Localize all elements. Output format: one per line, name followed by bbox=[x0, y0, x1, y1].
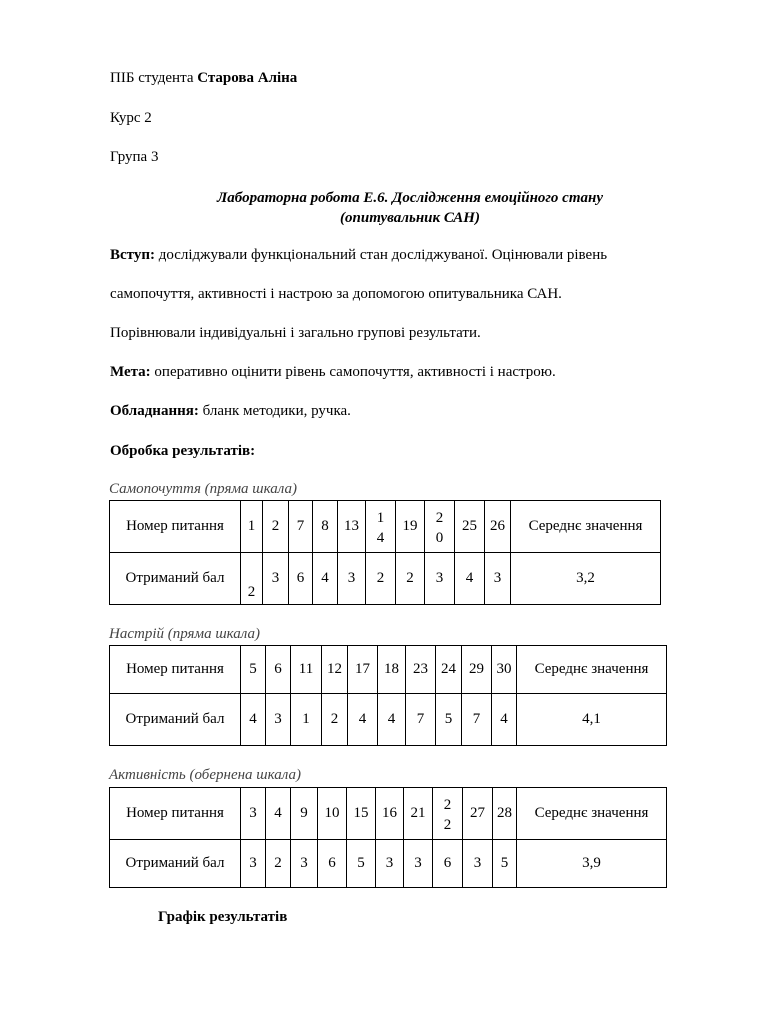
goal-text: оперативно оцінити рівень самопочуття, активності і настрою. bbox=[154, 364, 556, 380]
question-cell: 13 bbox=[338, 501, 366, 553]
average-value: 4,1 bbox=[517, 694, 667, 746]
table-caption-nastrii: Настрій (пряма шкала) bbox=[109, 626, 261, 642]
question-cell: 20 bbox=[425, 501, 455, 553]
score-cell: 6 bbox=[433, 840, 463, 888]
average-value: 3,2 bbox=[511, 553, 661, 605]
score-cell: 4 bbox=[313, 553, 338, 605]
score-cell: 5 bbox=[436, 694, 462, 746]
question-cell: 25 bbox=[455, 501, 485, 553]
equipment-line bbox=[110, 403, 351, 420]
table-row bbox=[110, 646, 667, 694]
question-cell: 27 bbox=[463, 788, 493, 840]
score-cell: 5 bbox=[493, 840, 517, 888]
question-cell: 30 bbox=[492, 646, 517, 694]
student-label: ПІБ студента bbox=[110, 70, 194, 86]
score-cell: 4 bbox=[455, 553, 485, 605]
table-row bbox=[110, 694, 667, 746]
group-line: Група 3 bbox=[110, 149, 159, 165]
score-cell: 3 bbox=[291, 840, 318, 888]
score-cell: 3 bbox=[376, 840, 404, 888]
question-cell: 7 bbox=[289, 501, 313, 553]
score-cell: 5 bbox=[347, 840, 376, 888]
intro-label: Вступ: bbox=[110, 247, 155, 263]
score-cell: 7 bbox=[462, 694, 492, 746]
table-nastrii bbox=[109, 645, 667, 746]
question-cell: 11 bbox=[291, 646, 322, 694]
question-cell: 24 bbox=[436, 646, 462, 694]
question-cell: 1 bbox=[241, 501, 263, 553]
equipment-text: бланк методики, ручка. bbox=[202, 403, 351, 419]
question-cell: 15 bbox=[347, 788, 376, 840]
intro-line-1 bbox=[110, 247, 607, 264]
table-caption-aktyvnist: Активність (обернена шкала) bbox=[109, 767, 301, 783]
score-cell: 3 bbox=[463, 840, 493, 888]
avg-label: Середнє значення bbox=[517, 646, 667, 694]
score-cell: 2 bbox=[266, 840, 291, 888]
intro-line-3: Порівнювали індивідуальні і загально групові результати. bbox=[110, 325, 481, 341]
score-cell: 1 bbox=[291, 694, 322, 746]
lab-title-line1: Лабораторна робота Е.6. Дослідження емоційного стану bbox=[216, 190, 603, 206]
question-cell: 4 bbox=[266, 788, 291, 840]
question-cell: 17 bbox=[348, 646, 378, 694]
score-cell: 3 bbox=[485, 553, 511, 605]
row-label-question: Номер питання bbox=[110, 501, 241, 553]
avg-label: Середнє значення bbox=[511, 501, 661, 553]
score-cell: 4 bbox=[492, 694, 517, 746]
row-label-question: Номер питання bbox=[110, 646, 241, 694]
question-cell: 2 bbox=[263, 501, 289, 553]
goal-line bbox=[110, 364, 556, 381]
score-cell: 4 bbox=[348, 694, 378, 746]
score-cell: 3 bbox=[338, 553, 366, 605]
question-cell: 6 bbox=[266, 646, 291, 694]
intro-text-1: досліджували функціональний стан досліджуваної. Оцінювали рівень bbox=[158, 247, 608, 263]
question-cell: 29 bbox=[462, 646, 492, 694]
table-samopochuttia bbox=[109, 500, 661, 605]
table-row bbox=[110, 788, 667, 840]
lab-title bbox=[110, 188, 710, 228]
table-row bbox=[110, 553, 661, 605]
table-caption-samopochuttia: Самопочуття (пряма шкала) bbox=[109, 481, 297, 497]
student-name: Старова Аліна bbox=[197, 70, 298, 86]
question-cell: 28 bbox=[493, 788, 517, 840]
row-label-question: Номер питання bbox=[110, 788, 241, 840]
question-cell: 23 bbox=[406, 646, 436, 694]
score-cell: 2 bbox=[241, 553, 263, 605]
equipment-label: Обладнання: bbox=[110, 403, 199, 419]
question-cell: 14 bbox=[366, 501, 396, 553]
question-cell: 21 bbox=[404, 788, 433, 840]
score-cell: 6 bbox=[289, 553, 313, 605]
score-cell: 3 bbox=[266, 694, 291, 746]
question-cell: 8 bbox=[313, 501, 338, 553]
lab-title-line2: (опитувальник САН) bbox=[340, 210, 480, 226]
score-cell: 7 bbox=[406, 694, 436, 746]
average-value: 3,9 bbox=[517, 840, 667, 888]
goal-label: Мета: bbox=[110, 364, 151, 380]
row-label-score: Отриманий бал bbox=[110, 694, 241, 746]
score-cell: 4 bbox=[378, 694, 406, 746]
intro-line-2: самопочуття, активності і настрою за допомогою опитувальника САН. bbox=[110, 286, 562, 302]
score-cell: 3 bbox=[404, 840, 433, 888]
question-cell: 22 bbox=[433, 788, 463, 840]
question-cell: 16 bbox=[376, 788, 404, 840]
score-cell: 2 bbox=[396, 553, 425, 605]
student-line bbox=[110, 70, 297, 87]
score-cell: 2 bbox=[366, 553, 396, 605]
processing-title: Обробка результатів: bbox=[110, 443, 256, 459]
score-cell: 3 bbox=[241, 840, 266, 888]
question-cell: 12 bbox=[322, 646, 348, 694]
question-cell: 26 bbox=[485, 501, 511, 553]
question-cell: 9 bbox=[291, 788, 318, 840]
table-row bbox=[110, 501, 661, 553]
score-cell: 3 bbox=[263, 553, 289, 605]
question-cell: 19 bbox=[396, 501, 425, 553]
question-cell: 5 bbox=[241, 646, 266, 694]
table-row bbox=[110, 840, 667, 888]
graph-title: Графік результатів bbox=[158, 909, 288, 925]
score-cell: 6 bbox=[318, 840, 347, 888]
question-cell: 18 bbox=[378, 646, 406, 694]
score-cell: 2 bbox=[322, 694, 348, 746]
table-aktyvnist bbox=[109, 787, 667, 888]
score-cell: 3 bbox=[425, 553, 455, 605]
row-label-score: Отриманий бал bbox=[110, 840, 241, 888]
avg-label: Середнє значення bbox=[517, 788, 667, 840]
question-cell: 10 bbox=[318, 788, 347, 840]
row-label-score: Отриманий бал bbox=[110, 553, 241, 605]
score-cell: 4 bbox=[241, 694, 266, 746]
question-cell: 3 bbox=[241, 788, 266, 840]
course-line: Курс 2 bbox=[110, 110, 152, 126]
